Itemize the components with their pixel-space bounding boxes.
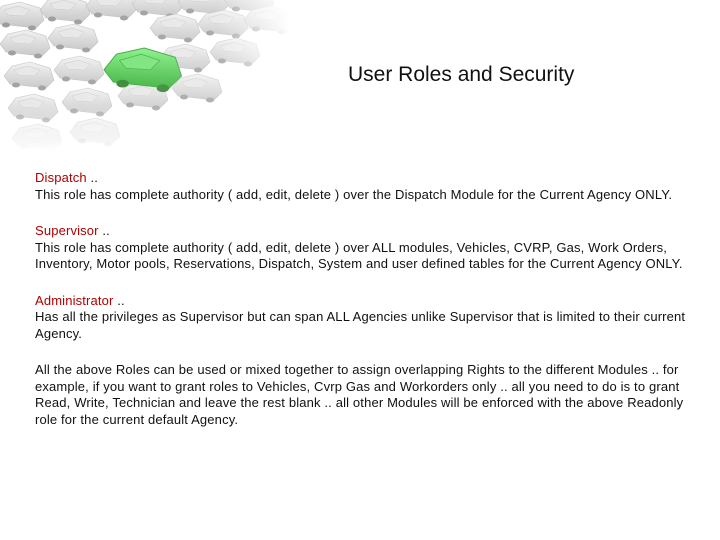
roles-note bbox=[35, 362, 697, 428]
role-description: This role has complete authority ( add, edit, delete ) over the Dispatch Module for the Current Agency ONLY. bbox=[35, 186, 673, 202]
role-heading-supervisor bbox=[35, 223, 697, 240]
role-description: Has all the privileges as Supervisor but can span ALL Agencies unlike Supervisor that is limited to their current Agency. bbox=[35, 309, 686, 341]
role-name: Dispatch bbox=[35, 170, 87, 185]
roles-note-text: All the above Roles can be used or mixed together to assign overlapping Rights to the different Modules .. for example, if you want to grant roles to Vehicles, Cvrp Gas and Workorders only .. all you need to do is to grant Read, Write, Technician and leave the rest blank .. all other Modules will be enforced with the above Readonly role for the current default Agency. bbox=[35, 362, 684, 427]
role-name: Administrator bbox=[35, 292, 114, 308]
role-suffix: .. bbox=[90, 170, 99, 185]
role-suffix: .. bbox=[102, 223, 110, 238]
role-heading-administrator bbox=[35, 293, 697, 310]
slide-title: User Roles and Security bbox=[348, 63, 575, 86]
role-supervisor bbox=[35, 223, 697, 273]
role-dispatch bbox=[35, 170, 697, 203]
role-suffix: .. bbox=[117, 292, 125, 308]
role-description: This role has complete authority ( add, edit, delete ) over ALL modules, Vehicles, CVRP, Gas, Work Orders, Inventory, Motor pools, Reservations, Dispatch, System and user defined tables for the Current Agency ONLY. bbox=[35, 239, 683, 271]
role-heading-dispatch bbox=[35, 170, 697, 187]
cars-parking-lot-image bbox=[0, 0, 290, 150]
role-name: Supervisor bbox=[35, 223, 99, 238]
role-administrator bbox=[35, 293, 697, 343]
slide-body bbox=[35, 170, 697, 448]
